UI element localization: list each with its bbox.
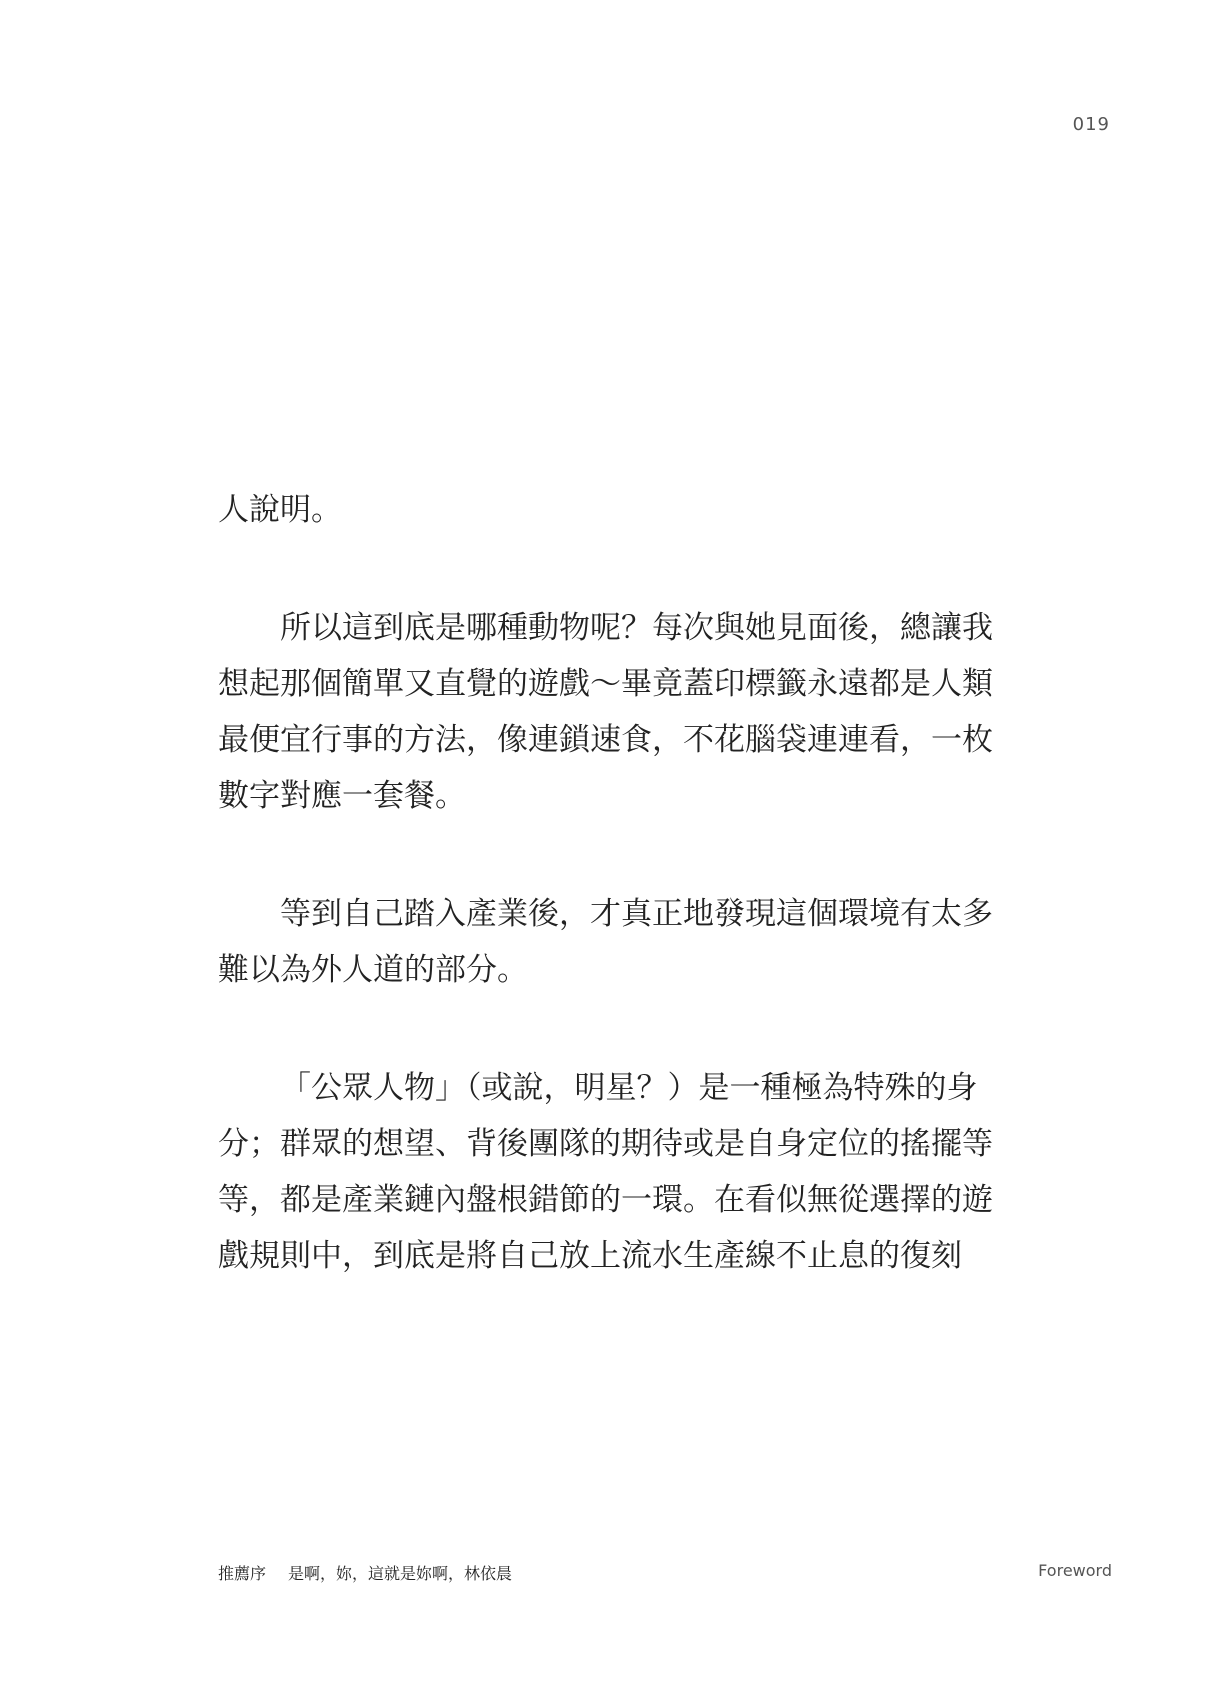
footer-section: 推薦序 xyxy=(218,1564,267,1583)
footer-label: Foreword xyxy=(1038,1561,1112,1580)
paragraph-4-line-3: 等，都是產業鏈內盤根錯節的一環。在看似無從選擇的遊 xyxy=(218,1182,993,1218)
page-number: 019 xyxy=(1072,114,1110,135)
paragraph-2-line-1: 所以這到底是哪種動物呢？每次與她見面後，總讓我 xyxy=(280,610,993,646)
body-text xyxy=(218,482,993,1284)
paragraph-2-line-3: 最便宜行事的方法，像連鎖速食，不花腦袋連連看，一枚 xyxy=(218,722,993,758)
paragraph-4-line-2: 分；群眾的想望、背後團隊的期待或是自身定位的搖擺等 xyxy=(218,1126,993,1162)
paragraph-gap xyxy=(218,824,968,886)
paragraph-1-line-1: 人說明。 xyxy=(218,492,342,528)
paragraph-2-line-4: 數字對應一套餐。 xyxy=(218,778,466,814)
paragraph-gap xyxy=(218,998,968,1060)
paragraph-3-line-1: 等到自己踏入產業後，才真正地發現這個環境有太多 xyxy=(280,896,993,932)
paragraph-gap xyxy=(218,538,968,600)
paragraph-3-line-2: 難以為外人道的部分。 xyxy=(218,952,528,988)
paragraph-4-line-1: 「公眾人物」（或說，明星？）是一種極為特殊的身 xyxy=(280,1070,978,1106)
paragraph-2-line-2: 想起那個簡單又直覺的遊戲～畢竟蓋印標籤永遠都是人類 xyxy=(218,666,993,702)
running-footer xyxy=(218,1561,512,1584)
paragraph-4-line-4: 戲規則中，到底是將自己放上流水生產線不止息的復刻 xyxy=(218,1238,962,1274)
footer-title: 是啊，妳，這就是妳啊，林依晨 xyxy=(288,1564,513,1583)
